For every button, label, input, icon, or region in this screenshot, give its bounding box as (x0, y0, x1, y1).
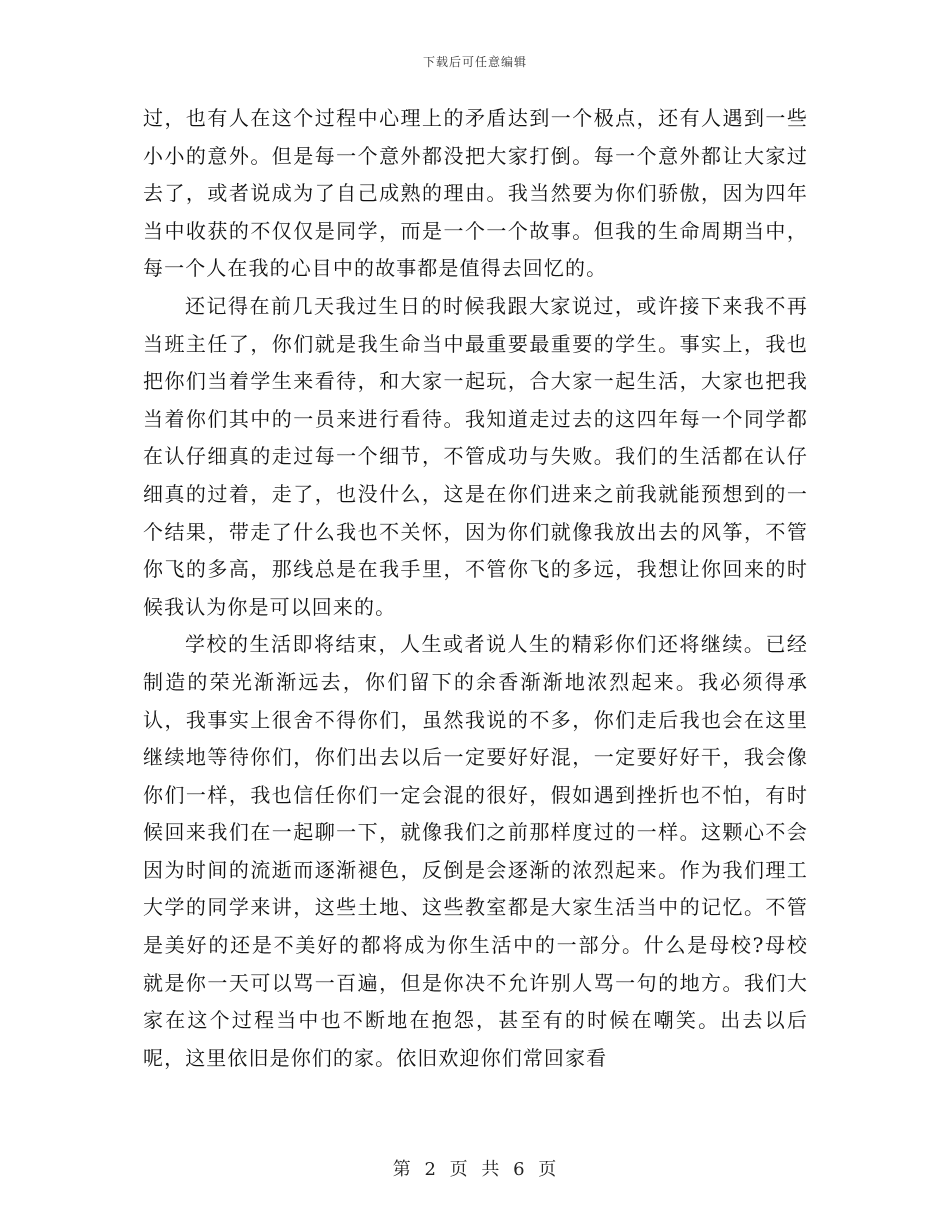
paragraph-1: 过，也有人在这个过程中心理上的矛盾达到一个极点，还有人遇到一些小小的意外。但是每一个意外都没把大家打倒。每一个意外都让大家过去了，或者说成为了自己成熟的理由。我当然要为你们骄傲，因为四年当中收获的不仅仅是同学，而是一个一个故事。但我的生命周期当中，每一个人在我的心目中的故事都是值得去回忆的。 (143, 106, 808, 281)
paragraph-3: 学校的生活即将结束，人生或者说人生的精彩你们还将继续。已经制造的荣光渐渐远去，你们留下的余香渐渐地浓烈起来。我必须得承认，我事实上很舍不得你们，虽然我说的不多，你们走后我也会在这里继续地等待你们，你们出去以后一定要好好混，一定要好好干，我会像你们一样，我也信任你们一定会混的很好，假如遇到挫折也不怕，有时候回来我们在一起聊一下，就像我们之前那样度过的一样。这颗心不会因为时间的流逝而逐渐褪色，反倒是会逐渐的浓烈起来。作为我们理工大学的同学来讲，这些土地、这些教室都是大家生活当中的记忆。不管是美好的还是不美好的都将成为你生活中的一部分。什么是母校?母校就是你一天可以骂一百遍，但是你决不允许别人骂一句的地方。我们大家在这个过程当中也不断地在抱怨，甚至有的时候在嘲笑。出去以后呢，这里依旧是你们的家。依旧欢迎你们常回家看 (143, 632, 808, 1070)
paragraph-2: 还记得在前几天我过生日的时候我跟大家说过，或许接下来我不再当班主任了，你们就是我生命当中最重要最重要的学生。事实上，我也把你们当着学生来看待，和大家一起玩，合大家一起生活，大家也把我当着你们其中的一员来进行看待。我知道走过去的这四年每一个同学都在认仔细真的走过每一个细节，不管成功与失败。我们的生活都在认仔细真的过着，走了，也没什么，这是在你们进来之前我就能预想到的一个结果，带走了什么我也不关怀，因为你们就像我放出去的风筝，不管你飞的多高，那线总是在我手里，不管你飞的多远，我想让你回来的时候我认为你是可以回来的。 (143, 293, 808, 619)
document-body (143, 100, 808, 1077)
page-footer: 第 2 页 共 6 页 (392, 1159, 558, 1180)
page-header: 下载后可任意编辑 (422, 55, 527, 69)
